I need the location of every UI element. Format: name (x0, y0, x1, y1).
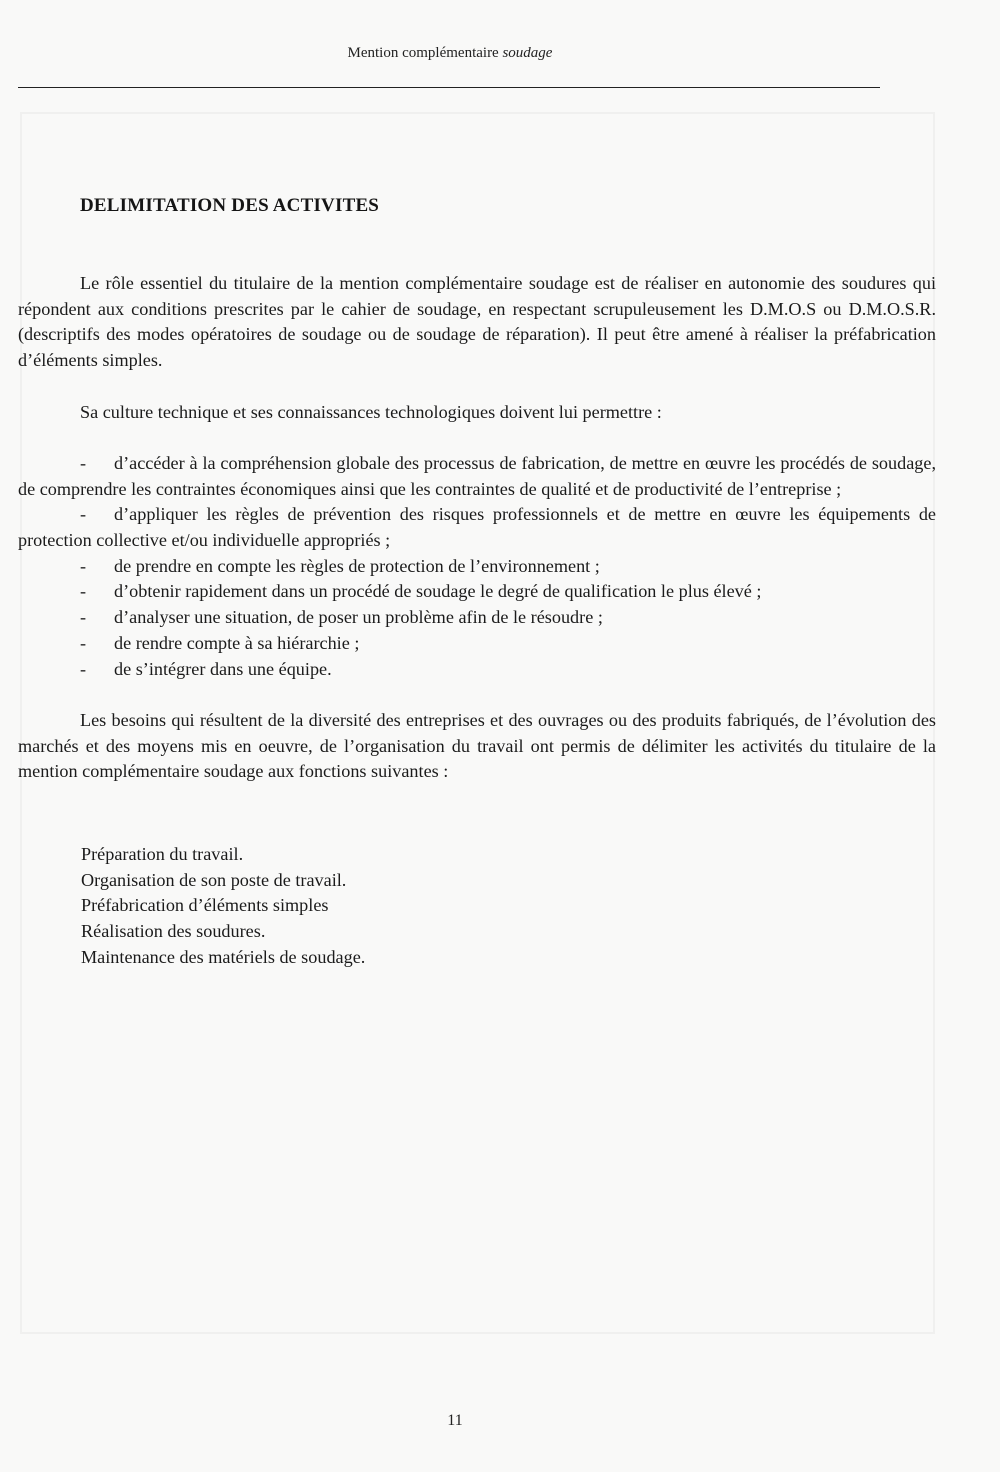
list-dash: - (80, 452, 87, 473)
list-item (18, 451, 936, 502)
list-dash: - (80, 607, 87, 628)
function-item: Maintenance des matériels de soudage. (81, 946, 366, 967)
list-item (18, 605, 936, 631)
list-dash: - (80, 632, 87, 653)
header-title: Mention complémentaire (347, 45, 503, 61)
paragraph-intro: Le rôle essentiel du titulaire de la mention complémentaire soudage est de réaliser en autonomie des soudures qui répondent aux conditions prescrites par le cahier de soudage, en respectant scrupuleusement les D.M.O.S ou D.M.O.S.R. (descriptifs des modes opératoires de soudage ou de soudage de réparation). Il peut être amené à réaliser la préfabrication d’éléments simples. (18, 273, 936, 371)
list-dash: - (80, 658, 87, 679)
list-item-text: d’obtenir rapidement dans un procédé de soudage le degré de qualification le plus élevé ; (114, 581, 762, 602)
paragraph-needs: Les besoins qui résultent de la diversité des entreprises et des ouvrages ou des produits fabriqués, de l’évolution des marchés et des moyens mis en oeuvre, de l’organisation du travail ont permis de délimiter les activités du titulaire de la mention complémentaire soudage aux fonctions suivantes : (18, 709, 936, 782)
list-item (18, 579, 936, 605)
list-item-text: de rendre compte à sa hiérarchie ; (114, 632, 360, 653)
function-item: Organisation de son poste de travail. (81, 869, 347, 890)
running-header (0, 45, 900, 62)
list-item-text: d’analyser une situation, de poser un problème afin de le résoudre ; (114, 607, 603, 628)
list-item (18, 502, 936, 553)
list-item (18, 554, 936, 580)
body-text (18, 271, 936, 785)
function-item: Préparation du travail. (81, 844, 244, 864)
function-item: Réalisation des soudures. (81, 921, 266, 942)
paragraph-gap (18, 682, 936, 708)
list-item-text: d’accéder à la compréhension globale des processus de fabrication, de mettre en œuvre les procédés de soudage, de comprendre les contraintes économiques ainsi que les contraintes de qualité et de productivité de l’entreprise ; (18, 452, 936, 499)
list-item-text: de prendre en compte les règles de protection de l’environnement ; (114, 555, 600, 576)
list-dash: - (80, 504, 87, 525)
list-dash: - (80, 555, 87, 576)
functions-list (81, 842, 365, 971)
paragraph-gap (18, 374, 936, 400)
list-item-text: de s’intégrer dans une équipe. (114, 658, 332, 679)
list-item-text: d’appliquer les règles de prévention des risques professionnels et de mettre en œuvre les équipements de protection collective et/ou individuelle appropriés ; (18, 504, 936, 550)
header-rule (18, 87, 880, 88)
list-item (18, 657, 936, 683)
function-item: Préfabrication d’éléments simples (81, 895, 329, 916)
paragraph-gap (18, 425, 936, 451)
list-dash: - (80, 581, 87, 602)
header-title-italic: soudage (502, 45, 553, 61)
list-item (18, 631, 936, 657)
objectives-list (18, 451, 936, 682)
paragraph-culture: Sa culture technique et ses connaissances technologiques doivent lui permettre : (80, 401, 662, 422)
page-number: 11 (447, 1412, 463, 1429)
section-title: DELIMITATION DES ACTIVITES (80, 195, 380, 216)
